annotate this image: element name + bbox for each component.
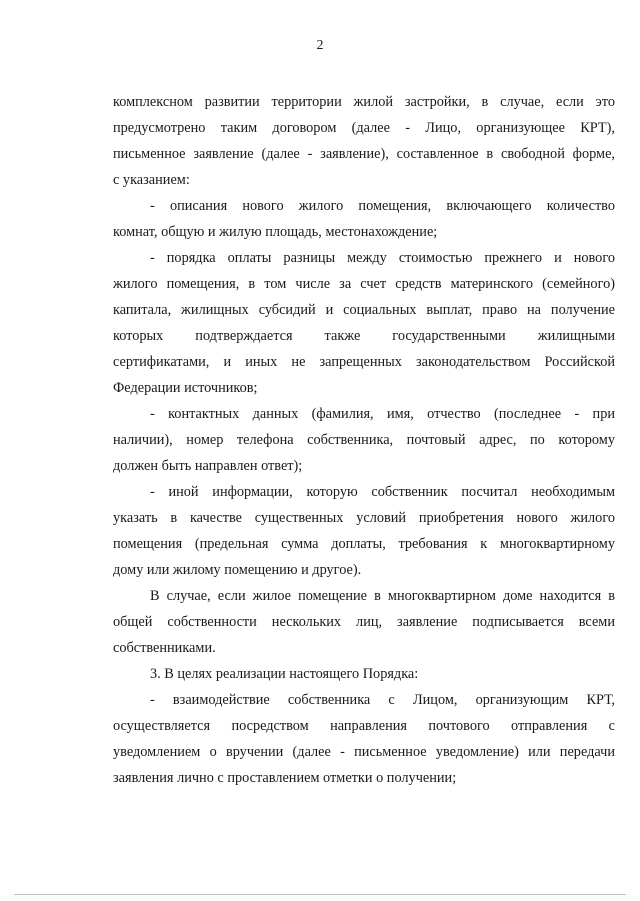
text-line: должен быть направлен ответ); <box>113 458 303 474</box>
text-line: помещения (предельная сумма доплаты, требования к многоквартирному <box>113 536 615 552</box>
text-line: Федерации источников; <box>113 380 258 396</box>
text-line: сертификатами, и иных не запрещенных законодательством Российской <box>113 354 615 370</box>
text-line: - взаимодействие собственника с Лицом, организующим КРТ, <box>150 692 615 708</box>
text-line: осуществляется посредством направления почтового отправления с <box>113 718 615 734</box>
text-line: 3. В целях реализации настоящего Порядка: <box>150 666 419 682</box>
text-line: - иной информации, которую собственник посчитал необходимым <box>150 484 615 500</box>
text-line: с указанием: <box>113 172 190 188</box>
text-line: общей собственности нескольких лиц, заявление подписывается всеми <box>113 614 615 630</box>
text-line: - описания нового жилого помещения, включающего количество <box>150 198 615 214</box>
page-bottom-divider <box>14 894 626 895</box>
text-line: комплексном развитии территории жилой застройки, в случае, если это <box>113 94 615 110</box>
text-line: В случае, если жилое помещение в многоквартирном доме находится в <box>150 588 615 604</box>
page-number: 2 <box>316 38 324 53</box>
text-line: комнат, общую и жилую площадь, местонахождение; <box>113 224 438 240</box>
text-line: капитала, жилищных субсидий и социальных выплат, право на получение <box>113 302 615 318</box>
text-line: заявления лично с проставлением отметки о получении; <box>113 770 457 786</box>
text-line: письменное заявление (далее - заявление), составленное в свободной форме, <box>113 146 615 162</box>
text-line: - контактных данных (фамилия, имя, отчество (последнее - при <box>150 406 615 422</box>
text-line: собственниками. <box>113 640 216 656</box>
text-line: указать в качестве существенных условий приобретения нового жилого <box>113 510 615 526</box>
text-line: дому или жилому помещению и другое). <box>113 562 362 578</box>
text-line: уведомлением о вручении (далее - письменное уведомление) или передачи <box>113 744 615 760</box>
text-line: предусмотрено таким договором (далее - Лицо, организующее КРТ), <box>113 120 615 136</box>
text-line: жилого помещения, в том числе за счет средств материнского (семейного) <box>113 276 615 292</box>
text-line: наличии), номер телефона собственника, почтовый адрес, по которому <box>113 432 615 448</box>
text-line: которых подтверждается также государственными жилищными <box>113 328 615 344</box>
text-line: - порядка оплаты разницы между стоимостью прежнего и нового <box>150 250 615 266</box>
